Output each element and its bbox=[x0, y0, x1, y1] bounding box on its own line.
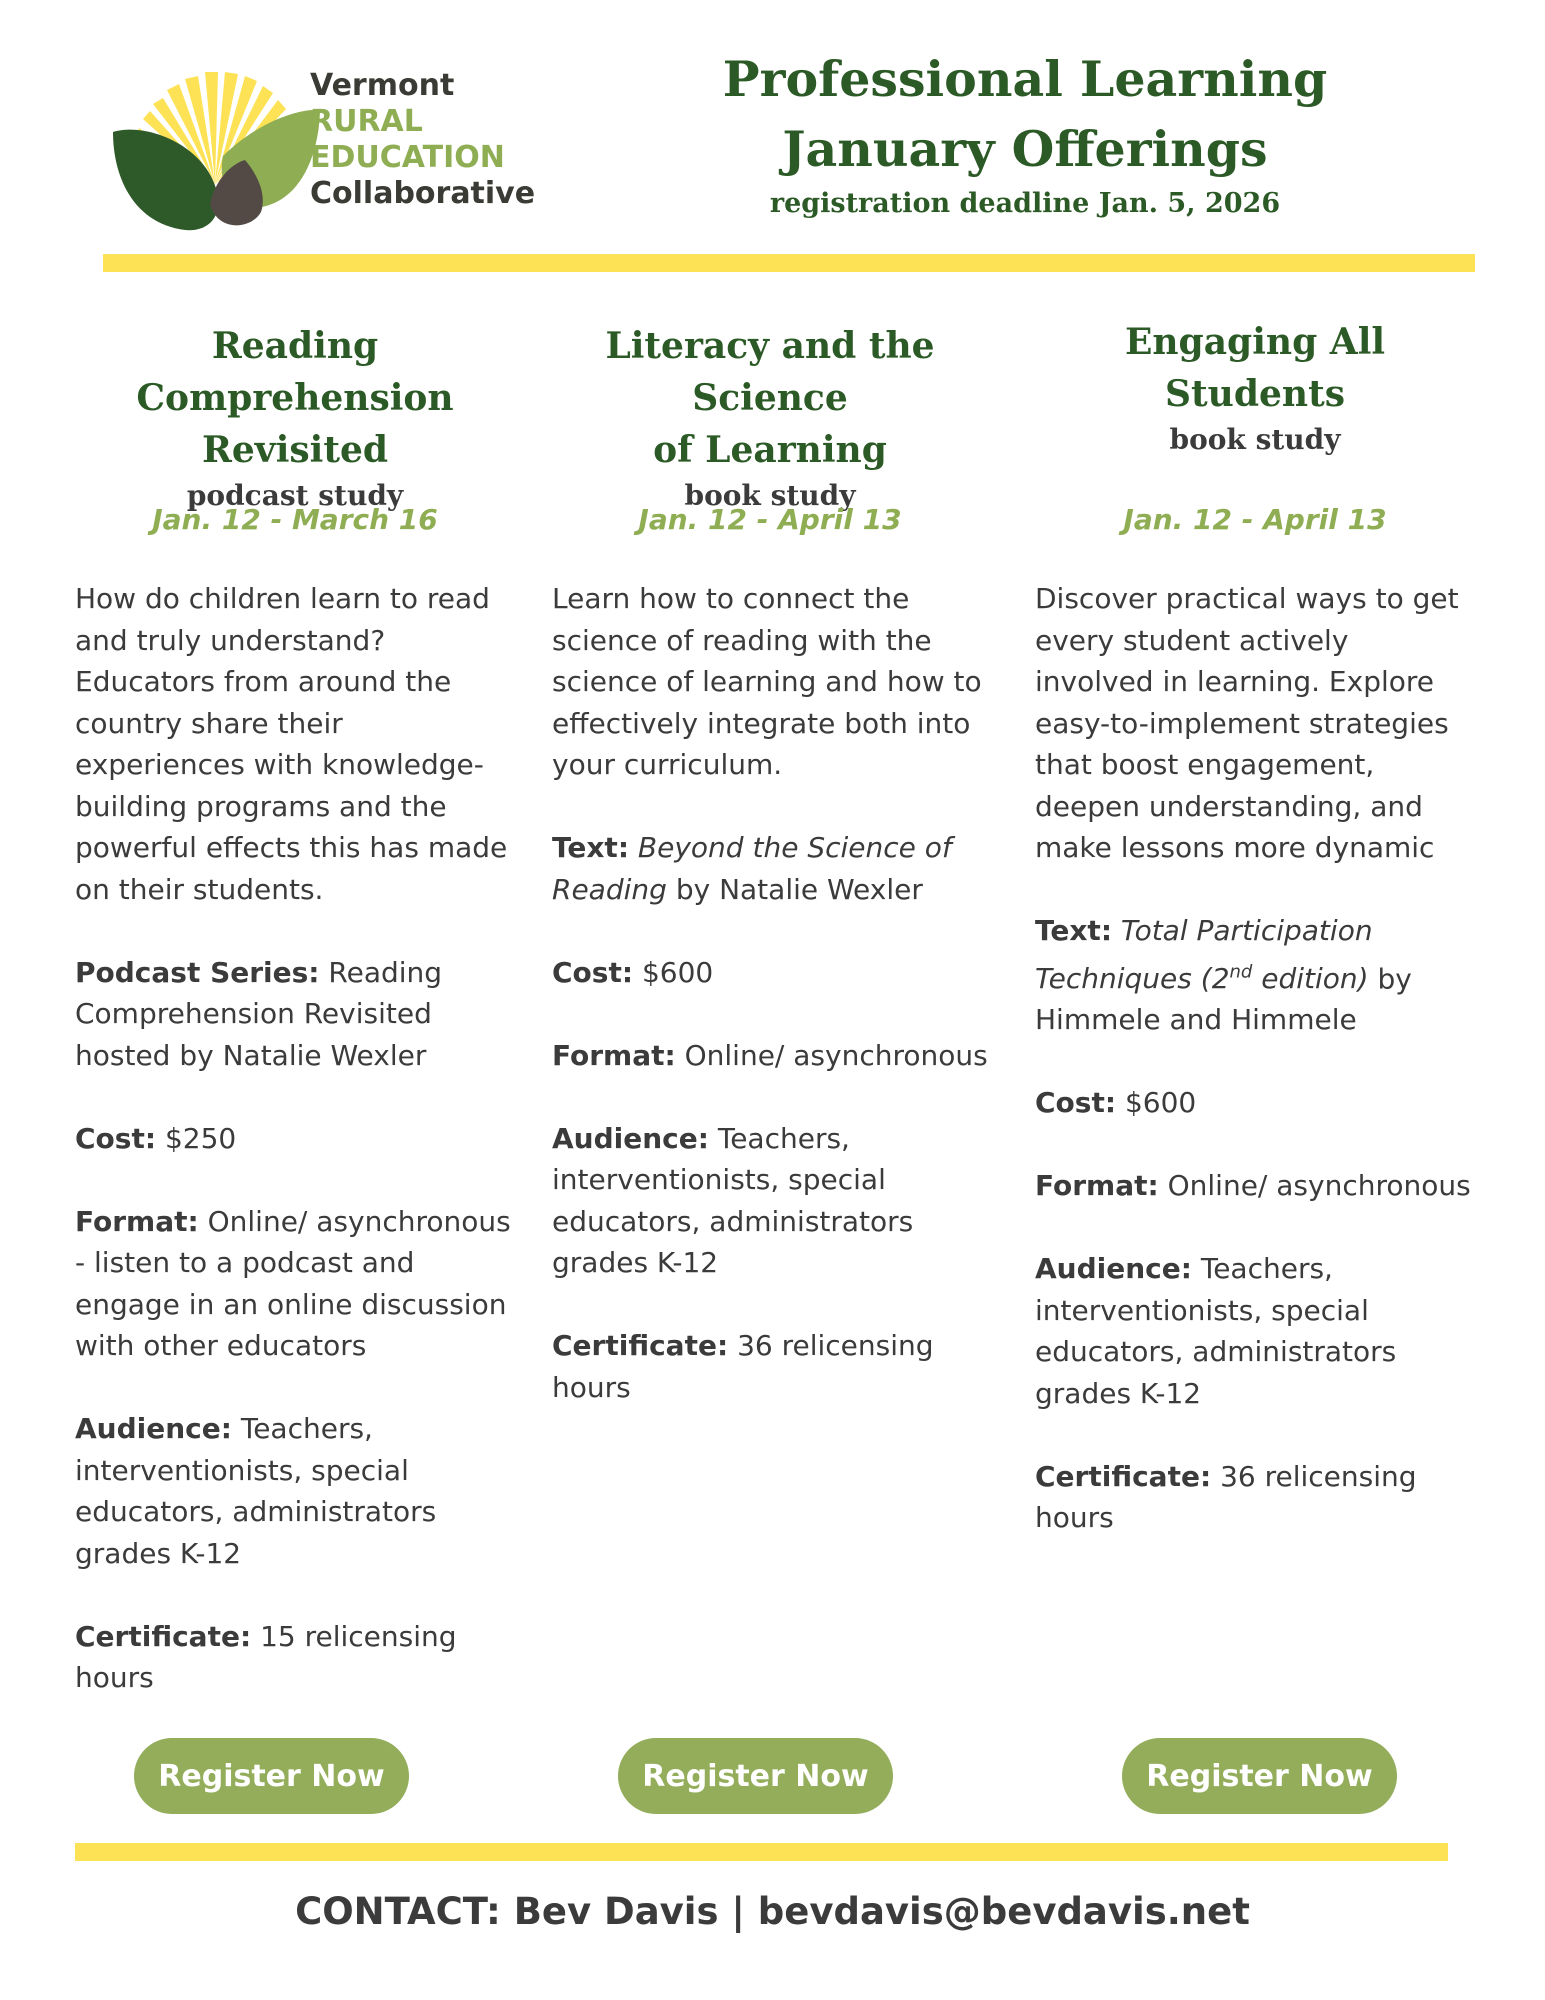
offering-audience bbox=[75, 1408, 515, 1574]
offering-dates: Jan. 12 - April 13 bbox=[1123, 503, 1387, 536]
audience-label: Audience: bbox=[75, 1412, 232, 1445]
text-title-part-b: edition) bbox=[1252, 961, 1369, 995]
register-now-button-2[interactable]: Register Now bbox=[618, 1738, 893, 1814]
logo-line-collaborative: Collaborative bbox=[310, 176, 536, 211]
offering-subtitle: book study bbox=[684, 479, 856, 512]
offering-title bbox=[545, 320, 995, 476]
offering-certificate bbox=[552, 1325, 992, 1408]
offering-series bbox=[75, 952, 515, 1077]
cost-label: Cost: bbox=[75, 1121, 157, 1155]
offering-format bbox=[1035, 1165, 1475, 1207]
offering-audience bbox=[552, 1118, 992, 1284]
offering-title bbox=[70, 320, 520, 476]
offering-subtitle: podcast study bbox=[186, 479, 404, 512]
page-header bbox=[690, 44, 1360, 224]
text-author: by Himmele and Himmele bbox=[1035, 961, 1412, 1037]
contact-line: CONTACT: Bev Davis | bevdavis@bevdavis.net bbox=[295, 1890, 1250, 1933]
audience-value: Teachers, interventionists, special educators, administrators grades K-12 bbox=[552, 1121, 914, 1279]
offering-cost bbox=[1035, 1082, 1475, 1124]
offering-title-line1: Reading Comprehension bbox=[136, 325, 454, 419]
top-divider bbox=[103, 254, 1475, 272]
logo-line-rural: RURAL bbox=[310, 104, 423, 139]
offering-certificate bbox=[1035, 1456, 1475, 1539]
certificate-value: 15 relicensing hours bbox=[75, 1619, 457, 1694]
audience-label: Audience: bbox=[552, 1121, 709, 1155]
offering-description: Learn how to connect the science of reading with the science of learning and how to effectively integrate both into your curriculum. bbox=[552, 582, 982, 781]
audience-value: Teachers, interventionists, special educators, administrators grades K-12 bbox=[1035, 1252, 1397, 1410]
cost-value: $600 bbox=[1124, 1086, 1197, 1120]
certificate-label: Certificate: bbox=[1035, 1459, 1212, 1493]
text-title: Beyond the Science of Reading bbox=[552, 831, 952, 906]
text-author: by Natalie Wexler bbox=[675, 872, 923, 906]
register-now-button-1[interactable]: Register Now bbox=[134, 1738, 409, 1814]
offering-description: Discover practical ways to get every student actively involved in learning. Explore easy-to-implement strategies that boost engagement, deepen understanding, and make lessons more dynamic bbox=[1035, 582, 1459, 864]
offering-subtitle: book study bbox=[1169, 423, 1341, 456]
offering-body bbox=[552, 578, 992, 1450]
offering-column-1 bbox=[70, 320, 520, 1694]
cost-label: Cost: bbox=[1035, 1086, 1117, 1120]
logo-line-vermont: Vermont bbox=[310, 68, 455, 103]
offering-body bbox=[75, 578, 515, 1740]
register-now-button-3[interactable]: Register Now bbox=[1122, 1738, 1397, 1814]
offering-description: How do children learn to read and truly understand? Educators from around the country share their experiences with knowledge-building programs and the powerful effects this has made on their students. bbox=[75, 582, 508, 906]
text-title-part-a: Total Participation Techniques (2 bbox=[1035, 914, 1373, 995]
offering-title-line2: of Learning bbox=[653, 429, 887, 471]
certificate-label: Certificate: bbox=[75, 1619, 252, 1653]
offering-cost bbox=[75, 1118, 515, 1160]
text-label: Text: bbox=[1035, 914, 1113, 947]
offering-format bbox=[75, 1201, 515, 1367]
page-title-line2: January Offerings bbox=[782, 120, 1268, 178]
bottom-divider bbox=[75, 1843, 1448, 1861]
offering-dates: Jan. 12 - March 16 bbox=[152, 503, 438, 536]
offering-audience bbox=[1035, 1248, 1475, 1414]
format-value: Online/ asynchronous - listen to a podcast and engage in an online discussion with other educators bbox=[75, 1204, 511, 1362]
audience-label: Audience: bbox=[1035, 1252, 1192, 1286]
certificate-label: Certificate: bbox=[552, 1329, 729, 1362]
logo-wordmark bbox=[310, 68, 535, 212]
offering-title-line1: Literacy and the Science bbox=[605, 325, 935, 419]
certificate-value: 36 relicensing hours bbox=[1035, 1459, 1417, 1535]
text-title-superscript: nd bbox=[1229, 961, 1253, 983]
offering-column-3 bbox=[1030, 320, 1480, 1535]
cost-value: $600 bbox=[641, 955, 714, 989]
offering-cost bbox=[552, 952, 992, 994]
offering-column-2 bbox=[545, 320, 995, 1404]
offering-text bbox=[1035, 910, 1475, 1041]
format-label: Format: bbox=[552, 1038, 676, 1072]
format-label: Format: bbox=[1035, 1169, 1159, 1203]
registration-deadline: registration deadline Jan. 5, 2026 bbox=[769, 188, 1281, 219]
page-title-line1: Professional Learning bbox=[722, 50, 1328, 108]
format-label: Format: bbox=[75, 1204, 199, 1238]
cost-label: Cost: bbox=[552, 955, 634, 989]
offering-title bbox=[1030, 316, 1480, 420]
cost-value: $250 bbox=[164, 1121, 237, 1155]
format-value: Online/ asynchronous bbox=[1167, 1169, 1471, 1203]
certificate-value: 36 relicensing hours bbox=[552, 1329, 934, 1404]
format-value: Online/ asynchronous bbox=[684, 1038, 988, 1072]
logo-line-education: EDUCATION bbox=[310, 140, 505, 175]
series-value: Reading Comprehension Revisited hosted by Natalie Wexler bbox=[75, 955, 443, 1072]
offering-dates: Jan. 12 - April 13 bbox=[638, 503, 902, 536]
offering-format bbox=[552, 1035, 992, 1077]
offering-title-line2: Revisited bbox=[201, 429, 389, 471]
offering-body bbox=[1035, 578, 1475, 1580]
offering-title-line1: Engaging All Students bbox=[1124, 321, 1386, 415]
offering-certificate bbox=[75, 1616, 515, 1699]
series-label: Podcast Series: bbox=[75, 955, 320, 989]
text-label: Text: bbox=[552, 831, 630, 864]
audience-value: Teachers, interventionists, special educators, administrators grades K-12 bbox=[75, 1412, 437, 1570]
offering-text bbox=[552, 827, 992, 910]
